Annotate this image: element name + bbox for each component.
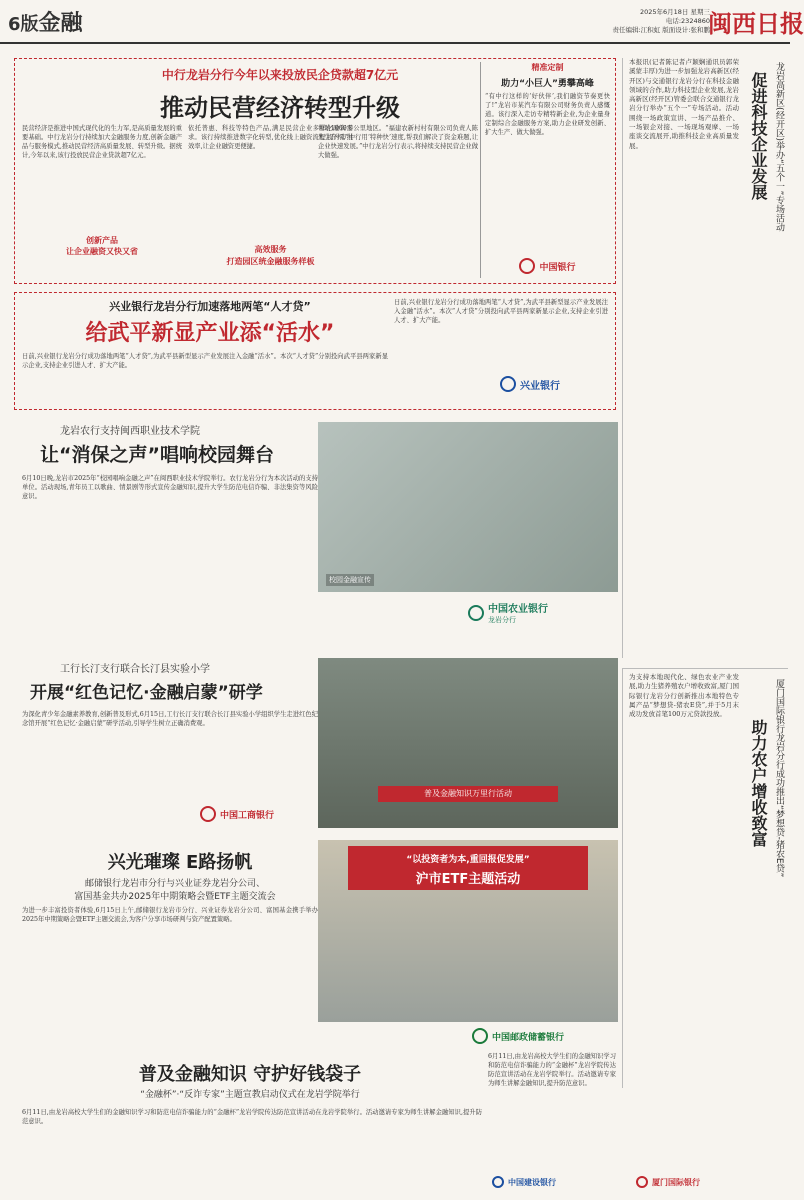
xiamen-bank-name: 厦门国际银行 [652, 1177, 700, 1187]
article1-sub2b: 打造园区统金融服务样板 [226, 257, 315, 266]
article4-kicker: 工行长汀支行联合长汀县实验小学 [60, 664, 210, 675]
sidebar2-title: 厦门国际银行龙岩分行成功推出“梦想贷-猪农E贷” [774, 679, 784, 878]
bank-of-china-icon [519, 258, 535, 274]
article4-photo [318, 658, 618, 828]
paper-logo: 闽西日报 [708, 10, 804, 38]
article1-headline: 推动民营经济转型升级 [160, 94, 400, 122]
boc-sidebar [480, 62, 610, 278]
sidebar2-subtitle: 助力农户增收致富 [749, 719, 768, 847]
article1-sub1b: 让企业融资又快又省 [66, 247, 138, 256]
article5-banner2: 沪市ETF主题活动 [415, 872, 521, 887]
article2-kicker: 兴业银行龙岩分行加速落地两笔“人才贷” [109, 300, 311, 313]
icbc-logo [200, 806, 274, 822]
article3-photo-caption: 校园金融宣传 [326, 574, 374, 586]
xiamen-bank-logo [636, 1176, 700, 1188]
psbc-logo [472, 1028, 564, 1044]
article4-banner: 普及金融知识万里行活动 [378, 786, 558, 802]
editors: 责任编辑:江积虹 版面设计:张和鹏 [612, 26, 710, 34]
boc-name: 中国银行 [539, 262, 576, 273]
abc-logo [468, 600, 548, 625]
article1-col3: 帮助1000多公里地区。“福建农新村村有限公司负责人陈先生介绍,“中行用‘特种快’速度,帮我们解决了资金难题,让企业快速发展。”中行龙岩分行表示,将持续支持民营企业做大做强。 [318, 125, 478, 159]
xiamen-bank-icon [636, 1176, 648, 1188]
sidebar2-body: 为支持本地现代化、绿色农业产业发展,助力生猪养殖农户增收致富,厦门国际银行龙岩分行创新推出本地特色专属产品“梦想贷-猪农E贷”,并于5月末成功发放首笔100万元贷款投放。 [629, 673, 739, 719]
article1-sub2: 高效服务 [254, 245, 287, 254]
ccb-name: 中国建设银行 [508, 1177, 556, 1187]
article6-body-right: 6月11日,由龙岩高校大学生们的金融知识学习和防范电信诈骗能力的“金融杯”龙岩学院传达防范宣讲活动在龙岩学院举行。活动邀请专家为师生讲解金融知识,提升防范意识。 [488, 1053, 616, 1087]
article5-body: 为进一步丰富投资者体验,6月15日上午,邮储银行龙岩市分行、兴业证券龙岩分公司、富国基金携手举办2025年中期策略会暨ETF主题交流会,为客户分享市场研判与资产配置策略。 [22, 907, 318, 923]
article5-photo [318, 840, 618, 1022]
postal-bank-icon [472, 1028, 488, 1044]
weekday: 星期三 [690, 8, 710, 16]
ccb-icon [492, 1176, 504, 1188]
article3-body: 6月10日晚,龙岩市2025年“校园唱响金融之声”在闽西职业技术学院举行。农行龙岩分行为本次活动的支持单位。活动现场,青年员工以歌曲、情景剧等形式宣传金融知识,提升大学生防范电信诈骗、非法集资等风险意识。 [22, 475, 318, 500]
article2-body: 日前,兴业银行龙岩分行成功落地两笔“人才贷”,为武平县新型显示产业发展注入金融“活水”。本次“人才贷”分别投向武平县两家新显示企业,支持企业引进人才、扩大产能。 [22, 353, 388, 369]
article1-kicker: 中行龙岩分行今年以来投放民企贷款超7亿元 [161, 68, 399, 82]
article2-headline: 给武平新显产业添“活水” [85, 321, 335, 346]
boc-logo [485, 258, 610, 274]
abc-branch: 龙岩分行 [488, 616, 516, 624]
article5-sub2: 富国基金共办2025年中期策略会暨ETF主题交流会 [74, 892, 276, 902]
abc-name: 中国农业银行 [488, 604, 548, 615]
boc-sidebar-title: 助力“小巨人”勇攀高峰 [501, 79, 594, 89]
ccb-logo [492, 1176, 556, 1188]
boc-sidebar-body: “有中行这样的‘好伙伴’,我们融资节奏更快了!”龙岩市某汽车有限公司财务负责人感慨道。该行深入走访专精特新企业,为企业量身定制综合金融服务方案,助力企业研发创新、扩大生产、做大做强。 [485, 93, 610, 136]
article1-col2: 依托普惠、科技等特色产品,满足民营企业多样化融资需求。该行持续推进数字化转型,优化线上融资流程,提升审批效率,让企业融资更便捷。 [188, 125, 353, 150]
sidebar1-subtitle: 促进科技企业发展 [749, 72, 768, 200]
article3-photo [318, 422, 618, 592]
article5-headline: 兴光璀璨 E路扬帆 [107, 852, 253, 873]
psbc-name: 中国邮政储蓄银行 [492, 1032, 565, 1043]
article4-body: 为深化青少年金融素养教育,创新普及形式,6月15日,工行长汀支行联合长汀县实验小学组织学生走进红色纪念馆开展“红色记忆·金融启蒙”研学活动,引导学生树立正确消费观。 [22, 711, 318, 727]
icbc-name: 中国工商银行 [220, 810, 275, 821]
right-sidebar-hightech [622, 58, 788, 658]
article4-headline: 开展“红色记忆·金融启蒙”研学 [30, 683, 263, 703]
article1-body: 民营经济是推进中国式现代化的生力军,是高质量发展的重要基础。中行龙岩分行持续加大金融服务力度,创新金融产品与服务模式,推动民营经济高质量发展、转型升级。据统计,今年以来,该行投放民营企业贷款超7亿元。 [22, 125, 182, 159]
cib-logo [500, 376, 560, 392]
industrial-bank-icon [500, 376, 516, 392]
article3-kicker: 龙岩农行支持闽西职业技术学院 [60, 426, 200, 437]
article1-sub1: 创新产品 [86, 236, 118, 245]
phone: 电话:2324860 [665, 17, 710, 25]
article3-headline: 让“消保之声”唱响校园舞台 [40, 444, 274, 466]
agricultural-bank-icon [468, 605, 484, 621]
article5-banner1: “以投资者为本,重回报促发展” [406, 855, 530, 865]
article6-sub: “金融杯”·“反诈专家”主题宣教启动仪式在龙岩学院举行 [140, 1090, 360, 1100]
sidebar1-body: 本报讯(记者陈记者卢颖娴通讯员郭荣溪蒙丰厚)为进一步加强龙岩高新区(经开区)与交通银行龙岩分行在科技金融领域的合作,助力科技型企业发展,龙岩高新区(经开区)管委会联合交通银行龙岩分行举办“五个一”专场活动。活动围绕一场政策宣讲、一场产品推介、一场银企对接、一场现场观摩、一场座谈交流展开,助推科技企业高质量发展。 [629, 58, 739, 150]
cib-name: 兴业银行 [520, 380, 560, 392]
sidebar1-title: 龙岩高新区(经开区)举办“五个一”专场活动 [774, 62, 784, 232]
masthead [0, 0, 804, 46]
page-label: 6版 [8, 14, 39, 35]
section-name: 金融 [38, 11, 83, 36]
date: 2025年6月18日 [639, 8, 689, 16]
article2-body-right: 日前,兴业银行龙岩分行成功落地两笔“人才贷”,为武平县新型显示产业发展注入金融“活水”。本次“人才贷”分别投向武平县两家新显示企业,支持企业引进人才、扩大产能。 [394, 299, 608, 324]
article6-body: 6月11日,由龙岩高校大学生们的金融知识学习和防范电信诈骗能力的“金融杯”龙岩学院传达防范宣讲活动在龙岩学院举行。活动邀请专家为师生讲解金融知识,提升防范意识。 [22, 1109, 482, 1125]
article5-banner [348, 846, 588, 890]
right-sidebar-xiamen [622, 668, 788, 1088]
boc-sidebar-kicker: 精准定制 [531, 63, 564, 72]
article6-headline: 普及金融知识 守护好钱袋子 [138, 1064, 362, 1085]
article5-sub1: 邮储银行龙岩市分行与兴业证券龙岩分公司、 [84, 879, 265, 889]
icbc-icon [200, 806, 216, 822]
